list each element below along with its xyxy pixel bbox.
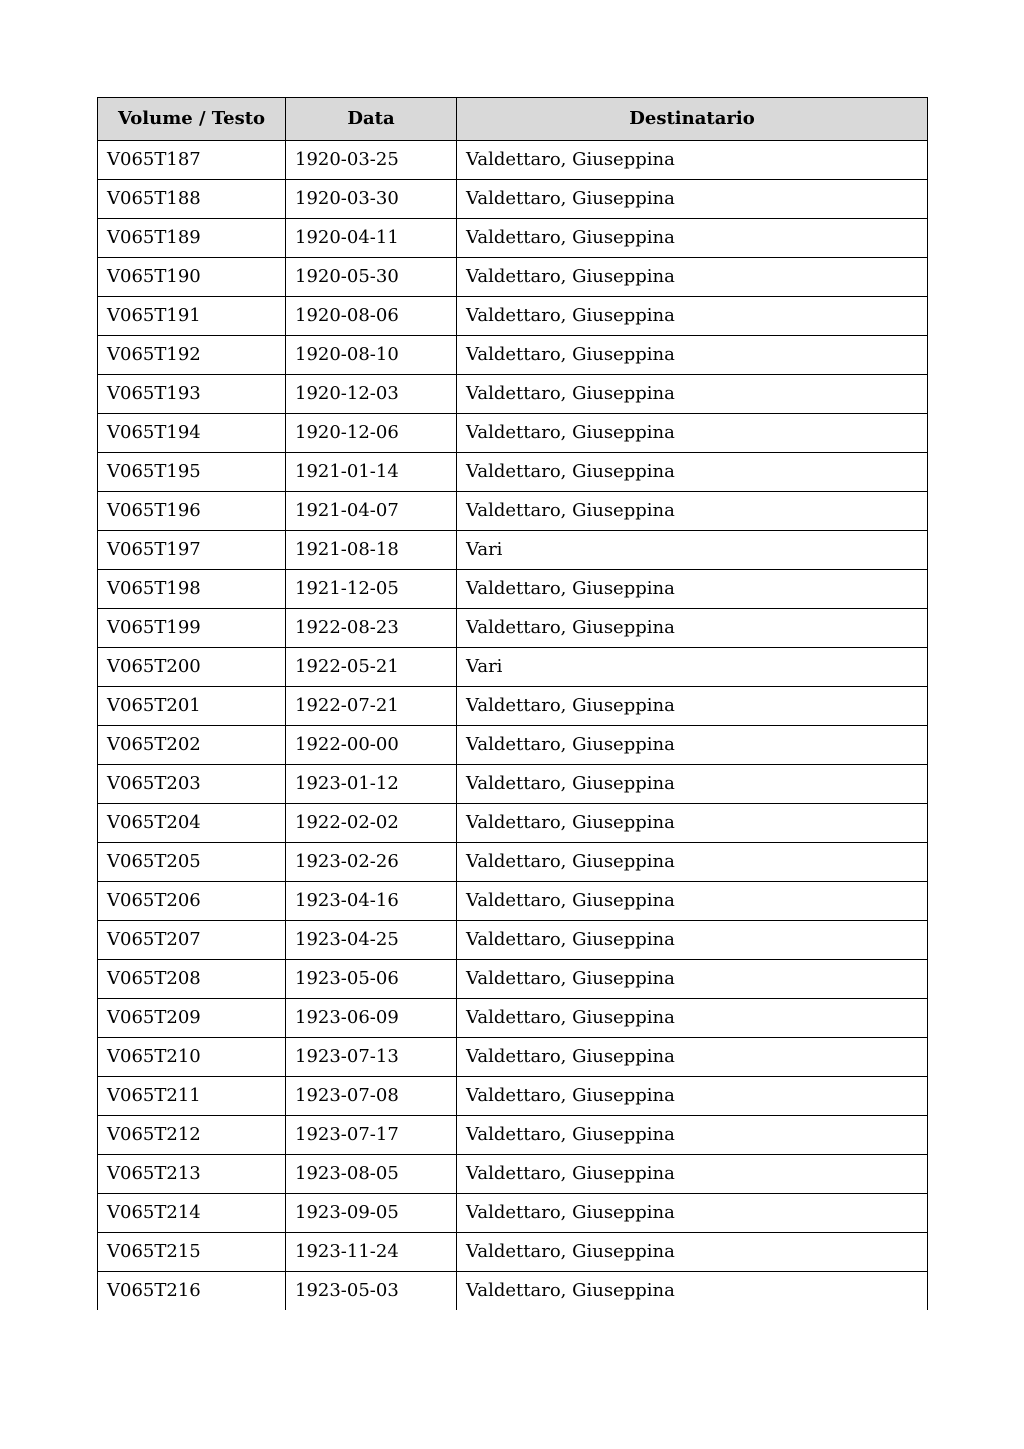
table-row [98, 609, 928, 648]
cell-volume-testo: V065T195 [98, 453, 286, 492]
table-row [98, 726, 928, 765]
cell-destinatario: Valdettaro, Giuseppina [457, 258, 928, 297]
cell-data: 1922-08-23 [286, 609, 457, 648]
cell-data: 1921-01-14 [286, 453, 457, 492]
cell-data: 1923-02-26 [286, 843, 457, 882]
cell-destinatario: Valdettaro, Giuseppina [457, 726, 928, 765]
header-row [98, 98, 928, 141]
cell-volume-testo: V065T213 [98, 1155, 286, 1194]
cell-destinatario: Valdettaro, Giuseppina [457, 453, 928, 492]
cell-volume-testo: V065T202 [98, 726, 286, 765]
table-row [98, 999, 928, 1038]
table-row [98, 141, 928, 180]
cell-destinatario: Valdettaro, Giuseppina [457, 219, 928, 258]
cell-volume-testo: V065T192 [98, 336, 286, 375]
cell-data: 1920-12-03 [286, 375, 457, 414]
cell-destinatario: Valdettaro, Giuseppina [457, 609, 928, 648]
cell-destinatario: Valdettaro, Giuseppina [457, 1038, 928, 1077]
table-row [98, 297, 928, 336]
cell-destinatario: Vari [457, 648, 928, 687]
cell-volume-testo: V065T193 [98, 375, 286, 414]
table-row [98, 570, 928, 609]
table-row [98, 1272, 928, 1311]
cell-data: 1920-04-11 [286, 219, 457, 258]
column-header-data: Data [286, 98, 457, 141]
table-row [98, 648, 928, 687]
table-row [98, 960, 928, 999]
cell-destinatario: Valdettaro, Giuseppina [457, 804, 928, 843]
table-row [98, 765, 928, 804]
column-header-destinatario: Destinatario [457, 98, 928, 141]
cell-data: 1923-07-08 [286, 1077, 457, 1116]
cell-destinatario: Valdettaro, Giuseppina [457, 375, 928, 414]
table-row [98, 1038, 928, 1077]
cell-destinatario: Valdettaro, Giuseppina [457, 180, 928, 219]
cell-volume-testo: V065T200 [98, 648, 286, 687]
cell-destinatario: Valdettaro, Giuseppina [457, 1155, 928, 1194]
table-row [98, 414, 928, 453]
cell-volume-testo: V065T188 [98, 180, 286, 219]
letters-table-container [97, 97, 927, 1310]
cell-destinatario: Valdettaro, Giuseppina [457, 141, 928, 180]
cell-destinatario: Valdettaro, Giuseppina [457, 765, 928, 804]
cell-destinatario: Valdettaro, Giuseppina [457, 1116, 928, 1155]
cell-data: 1922-00-00 [286, 726, 457, 765]
cell-data: 1923-05-03 [286, 1272, 457, 1311]
cell-volume-testo: V065T207 [98, 921, 286, 960]
cell-destinatario: Valdettaro, Giuseppina [457, 570, 928, 609]
cell-destinatario: Valdettaro, Giuseppina [457, 843, 928, 882]
cell-destinatario: Valdettaro, Giuseppina [457, 960, 928, 999]
cell-destinatario: Valdettaro, Giuseppina [457, 1077, 928, 1116]
letters-table [97, 97, 928, 1310]
cell-volume-testo: V065T215 [98, 1233, 286, 1272]
cell-volume-testo: V065T201 [98, 687, 286, 726]
cell-destinatario: Valdettaro, Giuseppina [457, 297, 928, 336]
cell-data: 1923-07-17 [286, 1116, 457, 1155]
cell-data: 1923-08-05 [286, 1155, 457, 1194]
cell-destinatario: Valdettaro, Giuseppina [457, 1233, 928, 1272]
cell-data: 1920-03-30 [286, 180, 457, 219]
cell-destinatario: Valdettaro, Giuseppina [457, 999, 928, 1038]
cell-data: 1923-06-09 [286, 999, 457, 1038]
table-row [98, 531, 928, 570]
table-row [98, 219, 928, 258]
table-header [98, 98, 928, 141]
cell-data: 1922-07-21 [286, 687, 457, 726]
cell-destinatario: Valdettaro, Giuseppina [457, 336, 928, 375]
cell-data: 1921-04-07 [286, 492, 457, 531]
cell-data: 1922-05-21 [286, 648, 457, 687]
cell-destinatario: Valdettaro, Giuseppina [457, 687, 928, 726]
table-row [98, 492, 928, 531]
cell-volume-testo: V065T196 [98, 492, 286, 531]
cell-volume-testo: V065T205 [98, 843, 286, 882]
table-row [98, 1155, 928, 1194]
cell-volume-testo: V065T191 [98, 297, 286, 336]
table-row [98, 258, 928, 297]
table-row [98, 882, 928, 921]
table-row [98, 804, 928, 843]
cell-data: 1923-11-24 [286, 1233, 457, 1272]
cell-data: 1921-08-18 [286, 531, 457, 570]
table-row [98, 1233, 928, 1272]
table-row [98, 1077, 928, 1116]
cell-data: 1923-05-06 [286, 960, 457, 999]
cell-volume-testo: V065T203 [98, 765, 286, 804]
cell-data: 1923-07-13 [286, 1038, 457, 1077]
column-header-volume-testo: Volume / Testo [98, 98, 286, 141]
cell-data: 1920-12-06 [286, 414, 457, 453]
cell-volume-testo: V065T204 [98, 804, 286, 843]
cell-volume-testo: V065T194 [98, 414, 286, 453]
cell-volume-testo: V065T210 [98, 1038, 286, 1077]
table-row [98, 375, 928, 414]
cell-volume-testo: V065T198 [98, 570, 286, 609]
cell-destinatario: Valdettaro, Giuseppina [457, 492, 928, 531]
cell-volume-testo: V065T189 [98, 219, 286, 258]
cell-volume-testo: V065T187 [98, 141, 286, 180]
cell-data: 1921-12-05 [286, 570, 457, 609]
cell-destinatario: Valdettaro, Giuseppina [457, 1194, 928, 1233]
table-row [98, 1116, 928, 1155]
cell-volume-testo: V065T209 [98, 999, 286, 1038]
table-row [98, 921, 928, 960]
cell-volume-testo: V065T190 [98, 258, 286, 297]
cell-data: 1920-08-10 [286, 336, 457, 375]
table-body [98, 141, 928, 1311]
cell-volume-testo: V065T197 [98, 531, 286, 570]
cell-data: 1923-04-25 [286, 921, 457, 960]
cell-destinatario: Vari [457, 531, 928, 570]
cell-data: 1920-03-25 [286, 141, 457, 180]
table-row [98, 453, 928, 492]
table-row [98, 1194, 928, 1233]
cell-data: 1923-04-16 [286, 882, 457, 921]
table-row [98, 843, 928, 882]
cell-volume-testo: V065T206 [98, 882, 286, 921]
cell-volume-testo: V065T216 [98, 1272, 286, 1311]
cell-destinatario: Valdettaro, Giuseppina [457, 882, 928, 921]
cell-data: 1922-02-02 [286, 804, 457, 843]
cell-destinatario: Valdettaro, Giuseppina [457, 921, 928, 960]
cell-destinatario: Valdettaro, Giuseppina [457, 1272, 928, 1311]
cell-volume-testo: V065T199 [98, 609, 286, 648]
cell-volume-testo: V065T208 [98, 960, 286, 999]
cell-destinatario: Valdettaro, Giuseppina [457, 414, 928, 453]
cell-volume-testo: V065T214 [98, 1194, 286, 1233]
cell-volume-testo: V065T211 [98, 1077, 286, 1116]
cell-data: 1920-08-06 [286, 297, 457, 336]
table-row [98, 336, 928, 375]
table-row [98, 687, 928, 726]
cell-volume-testo: V065T212 [98, 1116, 286, 1155]
cell-data: 1920-05-30 [286, 258, 457, 297]
cell-data: 1923-01-12 [286, 765, 457, 804]
table-row [98, 180, 928, 219]
cell-data: 1923-09-05 [286, 1194, 457, 1233]
